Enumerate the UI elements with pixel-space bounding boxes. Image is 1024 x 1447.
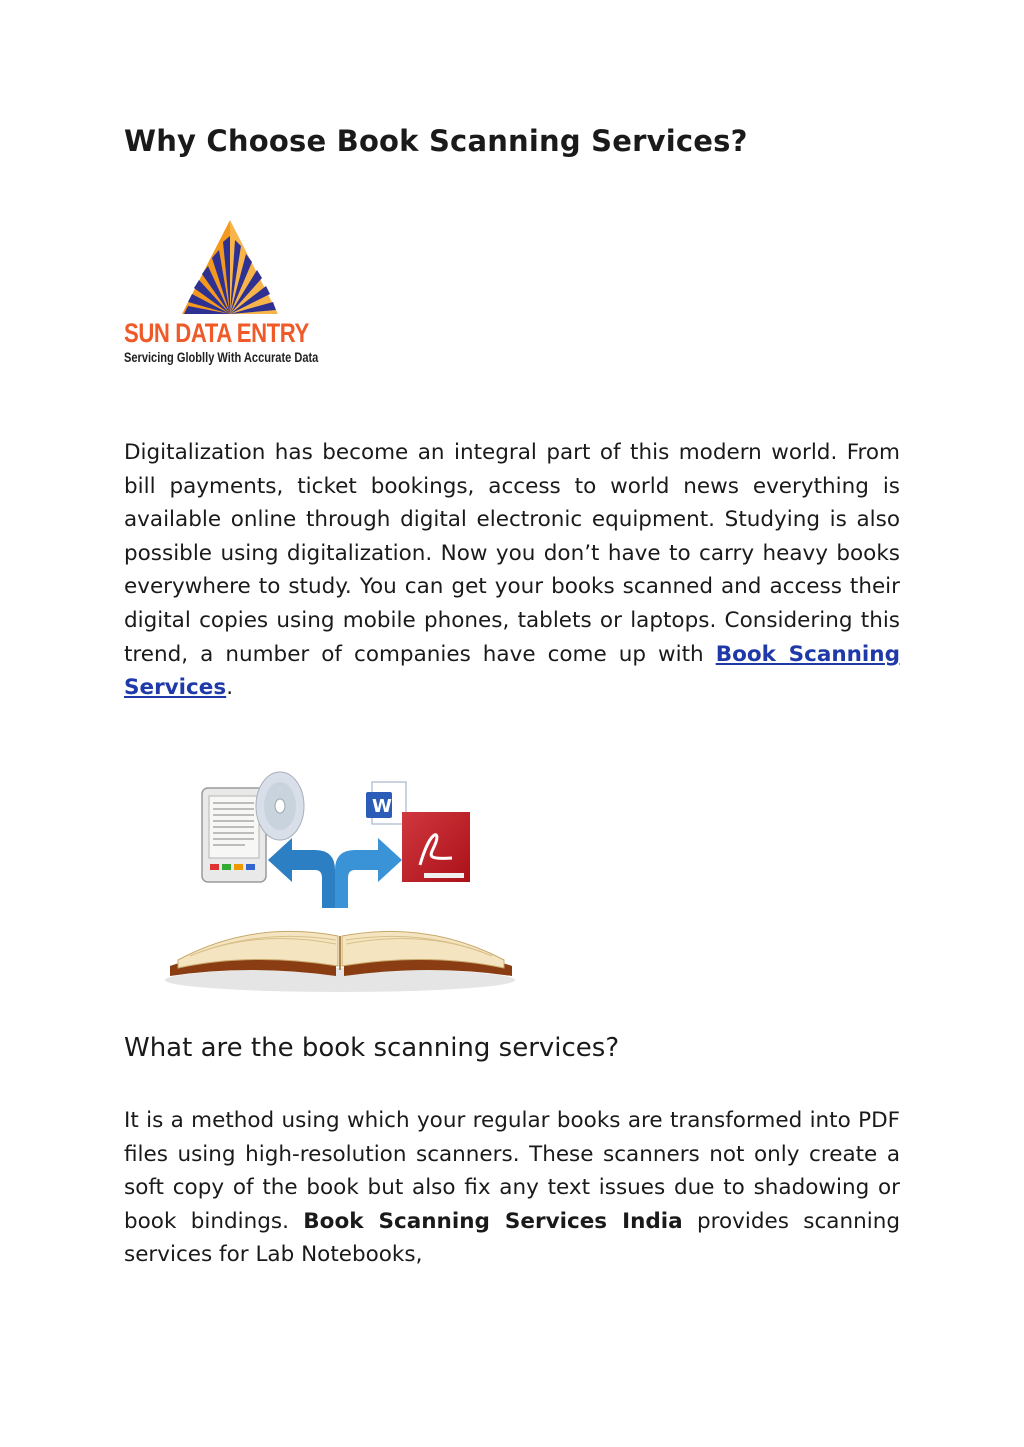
logo-title: SUN DATA ENTRY xyxy=(124,318,309,348)
svg-text:W: W xyxy=(372,796,392,817)
split-arrow-icon xyxy=(268,838,402,908)
intro-trailing: . xyxy=(226,675,234,701)
definition-paragraph xyxy=(124,1104,900,1272)
book-digitization-illustration xyxy=(140,770,560,1000)
cd-icon xyxy=(256,772,304,840)
definition-text: It is a method using which your regular books are transformed into PDF files using high-resolution scanners. These scanners not only create a soft copy of the book but also fix any text issues due to shadowing or book bindings. xyxy=(124,1108,900,1234)
pdf-document-icon xyxy=(402,812,470,882)
definition-trailing: provides scanning services for Lab Notebooks, xyxy=(124,1208,900,1268)
logo-subtitle: Servicing Globlly With Accurate Data xyxy=(124,349,319,365)
intro-text: Digitalization has become an integral part of this modern world. From bill payments, ticket bookings, access to world news everything is available online through digital electronic equipment. Studying is also possible using digitalization. Now you don’t have to carry heavy books everywhere to study. You can get your books scanned and access their digital copies using mobile phones, tablets or laptops. Considering this trend, a number of companies have come up with xyxy=(124,440,900,667)
book-scanning-services-india-bold: Book Scanning Services India xyxy=(303,1208,683,1234)
company-logo xyxy=(122,218,332,368)
word-document-icon xyxy=(366,782,406,824)
open-book-icon xyxy=(165,931,515,992)
triangle-logo-icon xyxy=(122,218,332,318)
book-scanning-services-link[interactable]: Book Scanning Services xyxy=(124,641,901,701)
page-title: Why Choose Book Scanning Services? xyxy=(124,124,748,158)
intro-paragraph xyxy=(124,436,900,705)
section-subheading: What are the book scanning services? xyxy=(124,1033,620,1063)
